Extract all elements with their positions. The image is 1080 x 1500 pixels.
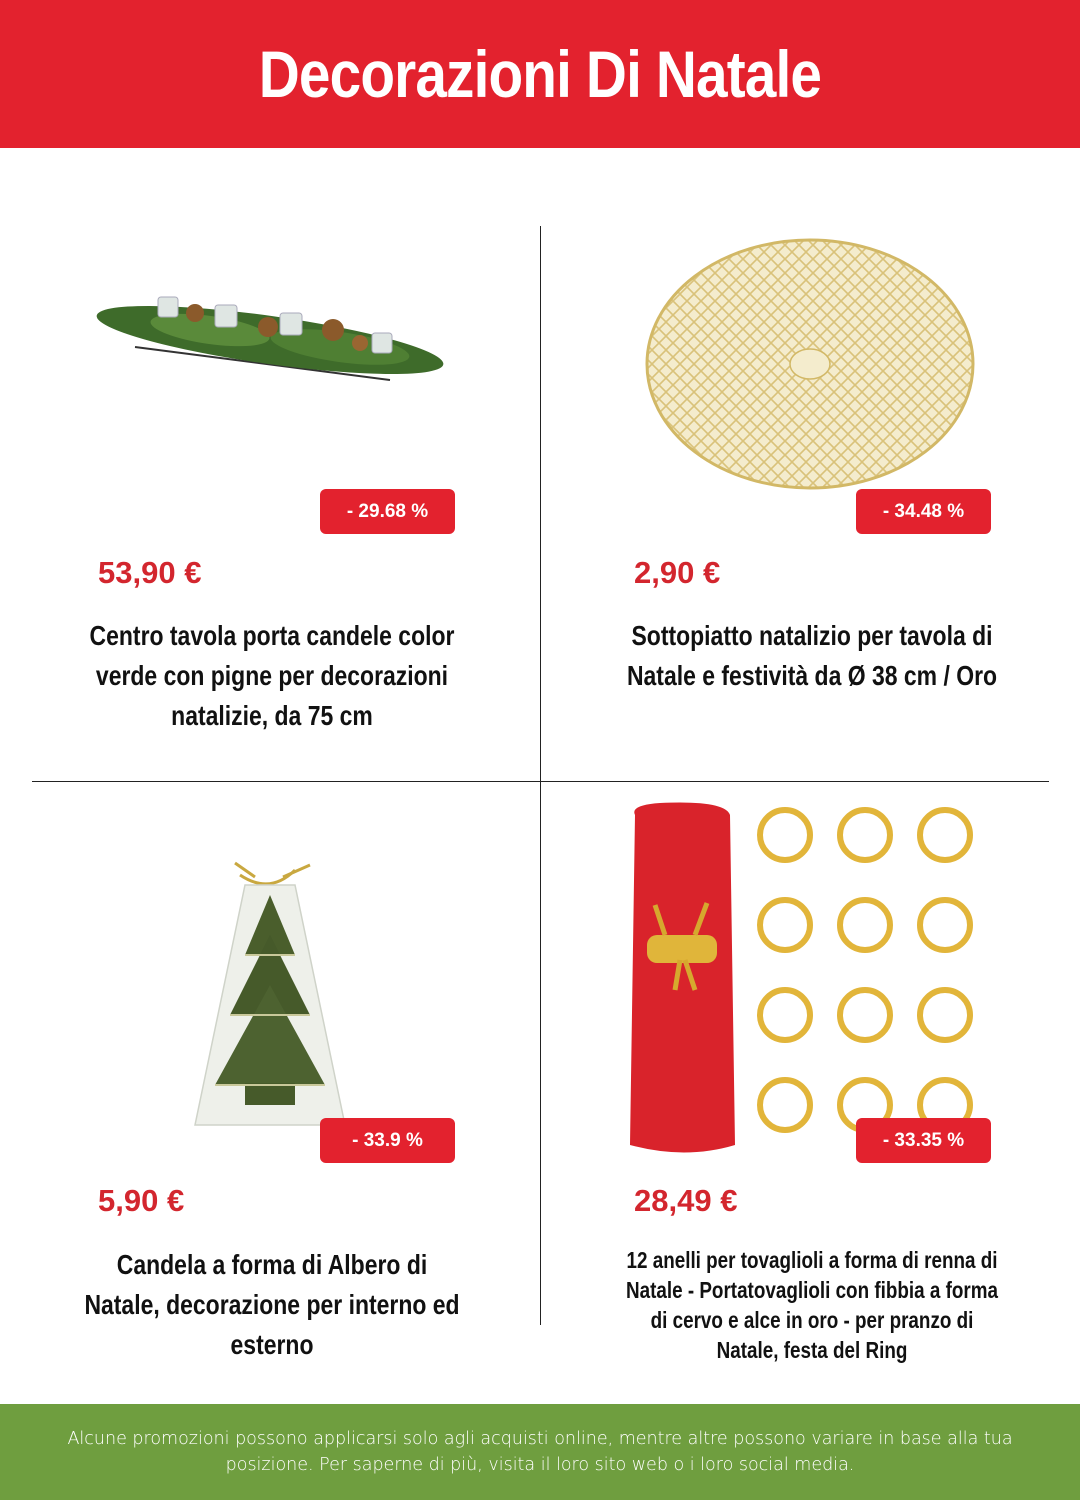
tree-candle-image[interactable] — [185, 855, 355, 1130]
grid-divider-vertical-bottom — [540, 781, 541, 1325]
product-title[interactable]: Sottopiatto natalizio per tavola di Natale e festività da Ø 38 cm / Oro — [626, 620, 998, 691]
product-title[interactable]: Candela a forma di Albero di Natale, decorazione per interno ed esterno — [84, 1249, 460, 1360]
product-title[interactable]: Centro tavola porta candele color verde con pigne per decorazioni natalizie, da 75 cm — [89, 620, 455, 731]
product-price: 5,90 € — [98, 1183, 185, 1218]
discount-badge: - 29.68 % — [320, 489, 455, 534]
product-price: 28,49 € — [634, 1183, 738, 1218]
page-header — [0, 0, 1080, 148]
reindeer-napkin-rings-image[interactable] — [625, 795, 995, 1165]
grid-divider-vertical-top — [540, 226, 541, 781]
disclaimer-text: Alcune promozioni possono applicarsi solo agli acquisti online, mentre altre possono variare in base alla tua posizione. Per saperne di più, visita il loro sito web o i loro social media. — [67, 1429, 1013, 1475]
gold-charger-plate-image[interactable] — [645, 238, 975, 490]
discount-badge: - 33.35 % — [856, 1118, 991, 1163]
discount-badge: - 34.48 % — [856, 489, 991, 534]
product-price: 53,90 € — [98, 555, 202, 590]
product-title[interactable]: 12 anelli per tovaglioli a forma di renna di Natale - Portatovaglioli con fibbia a forma di cervo e alce in oro - per pranzo di Natale, festa del Ring — [625, 1247, 999, 1363]
grid-divider-horizontal — [32, 781, 1049, 782]
page-title: Decorazioni Di Natale — [258, 37, 822, 111]
product-price: 2,90 € — [634, 555, 721, 590]
disclaimer-footer — [0, 1404, 1080, 1500]
candle-centerpiece-image[interactable] — [90, 285, 460, 395]
discount-badge: - 33.9 % — [320, 1118, 455, 1163]
